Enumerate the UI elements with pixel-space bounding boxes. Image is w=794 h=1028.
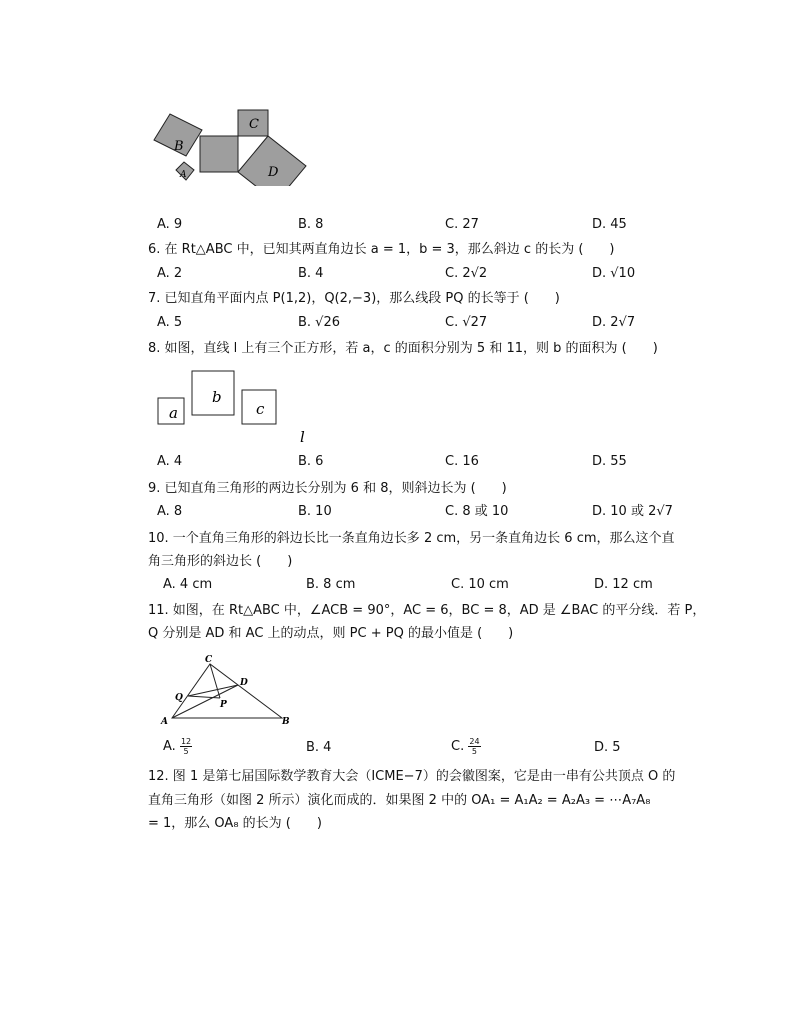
q10-option-b[interactable]: B. 8 cm xyxy=(306,577,356,592)
label-p: P xyxy=(220,700,227,710)
q12-line2: 直角三角形（如图 2 所示）演化而成的．如果图 2 中的 OA₁ = A₁A₂ = A₂A₃ = ⋯A₇A₈ xyxy=(148,793,651,808)
q10-option-c[interactable]: C. 10 cm xyxy=(451,577,509,592)
q11-option-a-denominator: 5 xyxy=(183,747,189,756)
q8-option-b[interactable]: B. 6 xyxy=(298,454,324,469)
q8-figure xyxy=(152,368,312,448)
label-a: a xyxy=(169,404,178,422)
q11-option-a-prefix: A. xyxy=(163,739,176,754)
label-a: A xyxy=(161,717,168,727)
q11-option-d[interactable]: D. 5 xyxy=(594,740,621,755)
q10-option-d[interactable]: D. 12 cm xyxy=(594,577,653,592)
q6-option-d[interactable]: D. √10 xyxy=(592,266,636,281)
q10-stem-line2: 角三角形的斜边长 ( ) xyxy=(148,554,293,569)
q7-stem: 7. 已知直角平面内点 P(1,2)，Q(2,−3)，那么线段 PQ 的长等于 ( ) xyxy=(148,291,560,306)
q5-option-a[interactable]: A. 9 xyxy=(157,217,183,232)
label-q: Q xyxy=(175,693,183,703)
segment-cp xyxy=(210,664,220,698)
label-c: C xyxy=(249,117,259,132)
q11-option-c-numerator: 24 xyxy=(469,737,480,746)
q9-option-d[interactable]: D. 10 或 2√7 xyxy=(592,504,673,519)
label-c: c xyxy=(256,400,265,418)
label-b: B xyxy=(282,717,290,727)
q8-option-c[interactable]: C. 16 xyxy=(445,454,479,469)
q6-option-a[interactable]: A. 2 xyxy=(157,266,183,281)
q9-option-a[interactable]: A. 8 xyxy=(157,504,183,519)
q7-option-c[interactable]: C. √27 xyxy=(445,315,488,330)
q11-option-a[interactable] xyxy=(163,737,192,756)
q6-option-b[interactable]: B. 4 xyxy=(298,266,324,281)
q12-line3: = 1，那么 OA₈ 的长为 ( ) xyxy=(148,816,322,831)
q5-figure xyxy=(150,106,310,186)
q7-option-b[interactable]: B. √26 xyxy=(298,315,341,330)
q10-option-a[interactable]: A. 4 cm xyxy=(163,577,213,592)
q9-stem: 9. 已知直角三角形的两边长分别为 6 和 8，则斜边长为 ( ) xyxy=(148,481,507,496)
square-center xyxy=(200,136,238,172)
label-d: D xyxy=(240,678,248,688)
q10-stem-line1: 10. 一个直角三角形的斜边长比一条直角边长多 2 cm，另一条直角边长 6 cm，那么这个直 xyxy=(148,531,675,546)
q7-option-d[interactable]: D. 2√7 xyxy=(592,315,636,330)
q12-line1: 12. 图 1 是第七届国际数学教育大会（ICME−7）的会徽图案，它是由一串有公共顶点 O 的 xyxy=(148,769,676,784)
label-c: C xyxy=(205,655,213,665)
q8-stem: 8. 如图，直线 l 上有三个正方形，若 a，c 的面积分别为 5 和 11，则 b 的面积为 ( ) xyxy=(148,341,658,356)
q6-option-c[interactable]: C. 2√2 xyxy=(445,266,488,281)
label-d: D xyxy=(268,165,279,180)
q11-option-c[interactable] xyxy=(451,737,481,756)
q7-option-a[interactable]: A. 5 xyxy=(157,315,183,330)
q11-stem-line1: 11. 如图，在 Rt△ABC 中，∠ACB = 90°，AC = 6，BC = 8，AD 是 ∠BAC 的平分线．若 P， xyxy=(148,603,706,618)
label-b: B xyxy=(174,139,184,154)
q9-option-c[interactable]: C. 8 或 10 xyxy=(445,504,509,519)
label-b: b xyxy=(212,388,222,406)
q11-stem-line2: Q 分别是 AD 和 AC 上的动点，则 PC + PQ 的最小值是 ( ) xyxy=(148,626,514,641)
q11-option-c-denominator: 5 xyxy=(471,747,477,756)
q6-stem: 6. 在 Rt△ABC 中，已知其两直角边长 a = 1，b = 3，那么斜边 c 的长为 ( ) xyxy=(148,242,615,257)
q8-option-a[interactable]: A. 4 xyxy=(157,454,183,469)
segment-cd-helper xyxy=(188,685,238,696)
label-a: A xyxy=(180,170,187,180)
q11-option-c-prefix: C. xyxy=(451,739,465,754)
q8-option-d[interactable]: D. 55 xyxy=(592,454,627,469)
q9-option-b[interactable]: B. 10 xyxy=(298,504,332,519)
q11-option-a-fraction xyxy=(180,737,192,756)
q5-option-c[interactable]: C. 27 xyxy=(445,217,479,232)
q11-figure xyxy=(158,652,298,728)
q11-option-a-numerator: 12 xyxy=(180,737,192,746)
q5-option-d[interactable]: D. 45 xyxy=(592,217,627,232)
q11-option-b[interactable]: B. 4 xyxy=(306,740,332,755)
q11-option-c-fraction xyxy=(468,737,480,756)
label-l: l xyxy=(300,428,305,446)
q5-option-b[interactable]: B. 8 xyxy=(298,217,324,232)
